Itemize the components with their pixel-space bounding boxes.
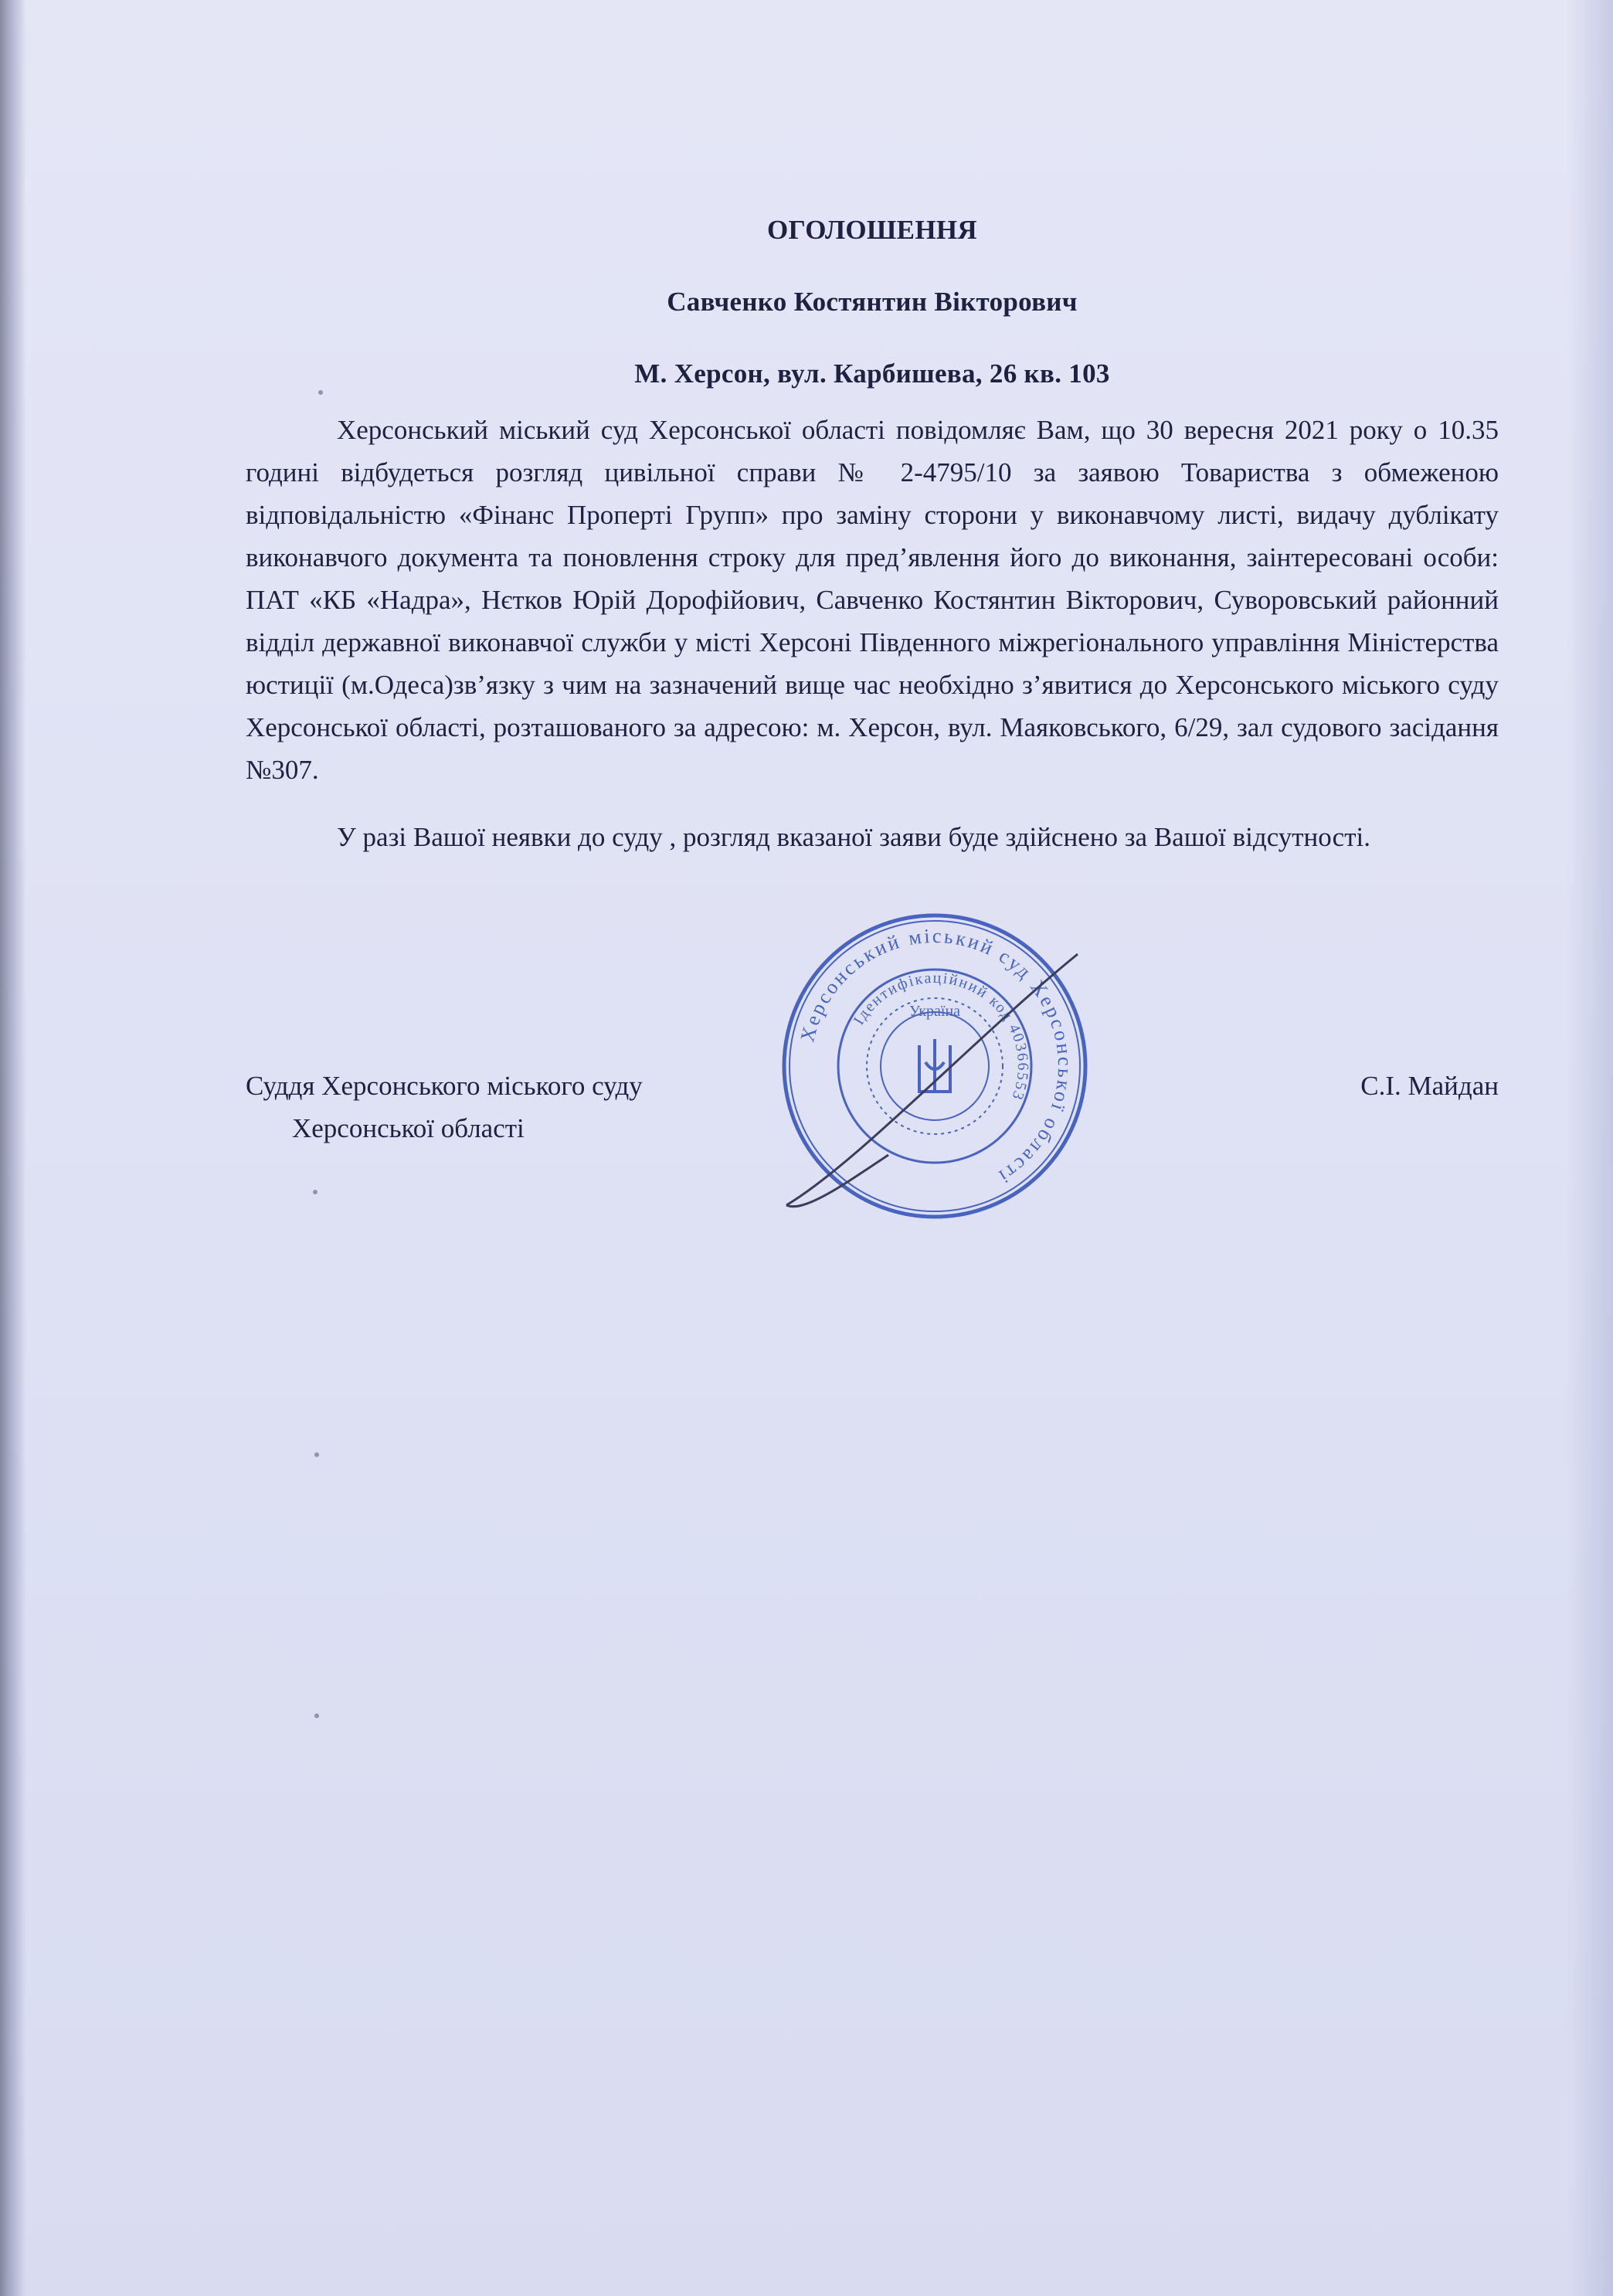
announcement-body bbox=[246, 209, 1499, 858]
judge-title: Суддя Херсонського міського суду bbox=[246, 1071, 643, 1101]
stamp-outer-text: Херсонський міський суд Херсонської області bbox=[796, 924, 1077, 1189]
court-seal-stamp bbox=[773, 908, 1097, 1224]
scan-right-shadow bbox=[1567, 0, 1613, 2296]
announcement-title: ОГОЛОШЕННЯ bbox=[767, 215, 977, 245]
addressee-address: М. Херсон, вул. Карбишева, 26 кв. 103 bbox=[634, 358, 1110, 389]
trident-emblem-icon bbox=[919, 1039, 950, 1092]
absence-paragraph: У разі Вашої неявки до суду , розгляд вказаної заяви буде здійснено за Вашої відсутності. bbox=[337, 822, 1370, 852]
svg-text:Ідентифікаційний код 40366553 bbox=[851, 970, 1031, 1103]
scan-left-edge bbox=[0, 0, 26, 2296]
notice-paragraph: Херсонський міський суд Херсонської області повідомляє Вам, що 30 вересня 2021 року о 10.35 годині відбудеться розгляд цивільної справи № 2-4795/10 за заявою Товариства з обмеженою відповідальністю «Фінанс Проперті Групп» про заміну сторони у виконавчому листі, видачу дублікату виконавчого документа та поновлення строку для пред’явлення його до виконання, заінтересовані особи: ПАТ «КБ «Надра», Нєтков Юрій Дорофійович, Савченко Костянтин Вікторович, Суворовський районний відділ державної виконавчої служби у місті Херсоні Південного міжрегіонального управління Міністерства юстиції (м.Одеса)зв’язку з чим на зазначений вище час необхідно з’явитися до Херсонського міського суду Херсонської області, розташованого за адресою: м. Херсон, вул. Маяковського, 6/29, зал судового засідання №307. bbox=[246, 415, 1499, 785]
scan-speck bbox=[313, 1190, 318, 1194]
scan-speck bbox=[314, 1452, 319, 1457]
judge-name: С.І. Майдан bbox=[1360, 1071, 1499, 1101]
scan-speck bbox=[314, 1714, 319, 1718]
addressee-name: Савченко Костянтин Вікторович bbox=[667, 287, 1078, 317]
stamp-code-text: Ідентифікаційний код 40366553 bbox=[850, 969, 1032, 1104]
judge-title-region: Херсонської області bbox=[292, 1113, 525, 1143]
stamp-inner-text: Україна bbox=[908, 1003, 961, 1020]
